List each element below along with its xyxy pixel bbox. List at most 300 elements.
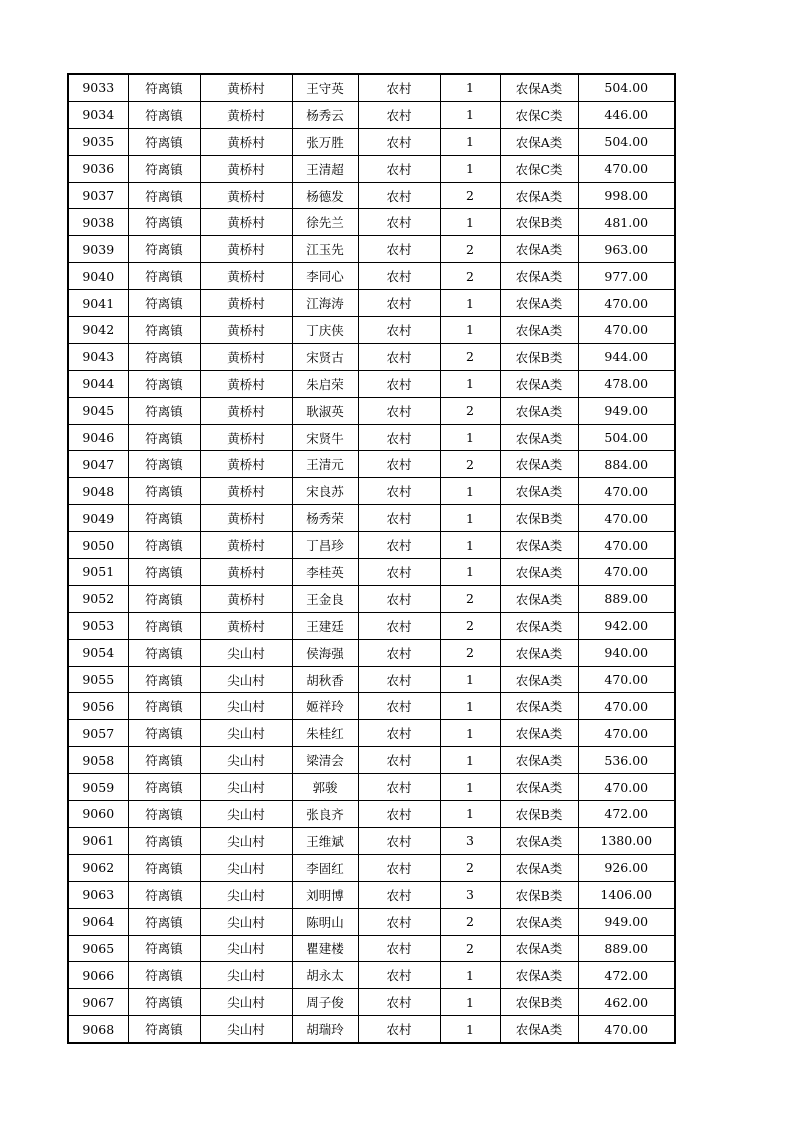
table-row bbox=[68, 128, 675, 155]
name-cell: 陈明山 bbox=[292, 908, 358, 935]
insurance-category-cell: 农保A类 bbox=[500, 854, 578, 881]
record-id-cell: 9034 bbox=[68, 101, 128, 128]
town-cell: 符离镇 bbox=[128, 182, 200, 209]
town-cell: 符离镇 bbox=[128, 1016, 200, 1043]
town-cell: 符离镇 bbox=[128, 693, 200, 720]
record-id-cell: 9038 bbox=[68, 209, 128, 236]
village-cell: 尖山村 bbox=[200, 854, 292, 881]
area-type-cell: 农村 bbox=[358, 1016, 440, 1043]
household-count-cell: 2 bbox=[440, 397, 500, 424]
area-type-cell: 农村 bbox=[358, 451, 440, 478]
record-id-cell: 9047 bbox=[68, 451, 128, 478]
amount-cell: 470.00 bbox=[578, 317, 675, 344]
village-cell: 黄桥村 bbox=[200, 397, 292, 424]
amount-cell: 998.00 bbox=[578, 182, 675, 209]
table-row bbox=[68, 639, 675, 666]
record-id-cell: 9059 bbox=[68, 774, 128, 801]
town-cell: 符离镇 bbox=[128, 612, 200, 639]
area-type-cell: 农村 bbox=[358, 989, 440, 1016]
record-id-cell: 9043 bbox=[68, 343, 128, 370]
amount-cell: 504.00 bbox=[578, 74, 675, 101]
name-cell: 张万胜 bbox=[292, 128, 358, 155]
amount-cell: 446.00 bbox=[578, 101, 675, 128]
village-cell: 尖山村 bbox=[200, 962, 292, 989]
town-cell: 符离镇 bbox=[128, 774, 200, 801]
amount-cell: 926.00 bbox=[578, 854, 675, 881]
area-type-cell: 农村 bbox=[358, 290, 440, 317]
insurance-category-cell: 农保A类 bbox=[500, 962, 578, 989]
area-type-cell: 农村 bbox=[358, 101, 440, 128]
household-count-cell: 2 bbox=[440, 182, 500, 209]
village-cell: 黄桥村 bbox=[200, 290, 292, 317]
table-row bbox=[68, 532, 675, 559]
table-row bbox=[68, 236, 675, 263]
town-cell: 符离镇 bbox=[128, 478, 200, 505]
village-cell: 尖山村 bbox=[200, 827, 292, 854]
record-id-cell: 9058 bbox=[68, 747, 128, 774]
household-count-cell: 1 bbox=[440, 505, 500, 532]
household-count-cell: 2 bbox=[440, 263, 500, 290]
area-type-cell: 农村 bbox=[358, 236, 440, 263]
household-count-cell: 1 bbox=[440, 128, 500, 155]
table-row bbox=[68, 317, 675, 344]
name-cell: 周子俊 bbox=[292, 989, 358, 1016]
insurance-category-cell: 农保A类 bbox=[500, 532, 578, 559]
insurance-category-cell: 农保B类 bbox=[500, 801, 578, 828]
table-row bbox=[68, 424, 675, 451]
village-cell: 黄桥村 bbox=[200, 74, 292, 101]
insurance-category-cell: 农保A类 bbox=[500, 612, 578, 639]
record-id-cell: 9062 bbox=[68, 854, 128, 881]
household-count-cell: 1 bbox=[440, 962, 500, 989]
household-count-cell: 1 bbox=[440, 559, 500, 586]
town-cell: 符离镇 bbox=[128, 585, 200, 612]
table-row bbox=[68, 801, 675, 828]
name-cell: 刘明博 bbox=[292, 881, 358, 908]
amount-cell: 1406.00 bbox=[578, 881, 675, 908]
insurance-category-cell: 农保A类 bbox=[500, 397, 578, 424]
name-cell: 朱桂红 bbox=[292, 720, 358, 747]
record-id-cell: 9063 bbox=[68, 881, 128, 908]
name-cell: 李桂英 bbox=[292, 559, 358, 586]
name-cell: 杨德发 bbox=[292, 182, 358, 209]
village-cell: 尖山村 bbox=[200, 989, 292, 1016]
area-type-cell: 农村 bbox=[358, 908, 440, 935]
household-count-cell: 2 bbox=[440, 854, 500, 881]
town-cell: 符离镇 bbox=[128, 236, 200, 263]
household-count-cell: 1 bbox=[440, 747, 500, 774]
household-count-cell: 2 bbox=[440, 343, 500, 370]
name-cell: 徐先兰 bbox=[292, 209, 358, 236]
insurance-category-cell: 农保C类 bbox=[500, 101, 578, 128]
insurance-category-cell: 农保B类 bbox=[500, 505, 578, 532]
household-count-cell: 1 bbox=[440, 989, 500, 1016]
table-row bbox=[68, 612, 675, 639]
insurance-category-cell: 农保A类 bbox=[500, 424, 578, 451]
area-type-cell: 农村 bbox=[358, 801, 440, 828]
town-cell: 符离镇 bbox=[128, 559, 200, 586]
insurance-category-cell: 农保A类 bbox=[500, 236, 578, 263]
amount-cell: 944.00 bbox=[578, 343, 675, 370]
name-cell: 李同心 bbox=[292, 263, 358, 290]
town-cell: 符离镇 bbox=[128, 989, 200, 1016]
town-cell: 符离镇 bbox=[128, 317, 200, 344]
name-cell: 王维斌 bbox=[292, 827, 358, 854]
table-row bbox=[68, 559, 675, 586]
record-id-cell: 9067 bbox=[68, 989, 128, 1016]
insurance-category-cell: 农保A类 bbox=[500, 370, 578, 397]
amount-cell: 470.00 bbox=[578, 532, 675, 559]
table-row bbox=[68, 908, 675, 935]
village-cell: 黄桥村 bbox=[200, 532, 292, 559]
area-type-cell: 农村 bbox=[358, 317, 440, 344]
town-cell: 符离镇 bbox=[128, 720, 200, 747]
household-count-cell: 1 bbox=[440, 1016, 500, 1043]
village-cell: 黄桥村 bbox=[200, 612, 292, 639]
amount-cell: 470.00 bbox=[578, 666, 675, 693]
village-cell: 尖山村 bbox=[200, 720, 292, 747]
area-type-cell: 农村 bbox=[358, 935, 440, 962]
name-cell: 丁庆侠 bbox=[292, 317, 358, 344]
area-type-cell: 农村 bbox=[358, 397, 440, 424]
area-type-cell: 农村 bbox=[358, 639, 440, 666]
town-cell: 符离镇 bbox=[128, 209, 200, 236]
name-cell: 王清超 bbox=[292, 155, 358, 182]
amount-cell: 462.00 bbox=[578, 989, 675, 1016]
record-id-cell: 9033 bbox=[68, 74, 128, 101]
insurance-category-cell: 农保A类 bbox=[500, 559, 578, 586]
name-cell: 王金良 bbox=[292, 585, 358, 612]
insurance-category-cell: 农保A类 bbox=[500, 774, 578, 801]
household-count-cell: 1 bbox=[440, 532, 500, 559]
town-cell: 符离镇 bbox=[128, 155, 200, 182]
insurance-category-cell: 农保B类 bbox=[500, 989, 578, 1016]
insurance-category-cell: 农保B类 bbox=[500, 881, 578, 908]
amount-cell: 470.00 bbox=[578, 720, 675, 747]
village-cell: 黄桥村 bbox=[200, 317, 292, 344]
amount-cell: 504.00 bbox=[578, 424, 675, 451]
record-id-cell: 9045 bbox=[68, 397, 128, 424]
amount-cell: 478.00 bbox=[578, 370, 675, 397]
amount-cell: 481.00 bbox=[578, 209, 675, 236]
household-count-cell: 2 bbox=[440, 935, 500, 962]
record-id-cell: 9046 bbox=[68, 424, 128, 451]
amount-cell: 940.00 bbox=[578, 639, 675, 666]
name-cell: 李固红 bbox=[292, 854, 358, 881]
village-cell: 黄桥村 bbox=[200, 155, 292, 182]
table-row bbox=[68, 478, 675, 505]
town-cell: 符离镇 bbox=[128, 801, 200, 828]
area-type-cell: 农村 bbox=[358, 747, 440, 774]
village-cell: 黄桥村 bbox=[200, 343, 292, 370]
insurance-category-cell: 农保B类 bbox=[500, 343, 578, 370]
town-cell: 符离镇 bbox=[128, 74, 200, 101]
town-cell: 符离镇 bbox=[128, 370, 200, 397]
area-type-cell: 农村 bbox=[358, 666, 440, 693]
table-row bbox=[68, 370, 675, 397]
household-count-cell: 1 bbox=[440, 424, 500, 451]
insurance-category-cell: 农保A类 bbox=[500, 935, 578, 962]
record-id-cell: 9042 bbox=[68, 317, 128, 344]
town-cell: 符离镇 bbox=[128, 881, 200, 908]
amount-cell: 472.00 bbox=[578, 801, 675, 828]
record-id-cell: 9035 bbox=[68, 128, 128, 155]
record-id-cell: 9037 bbox=[68, 182, 128, 209]
insurance-category-cell: 农保A类 bbox=[500, 720, 578, 747]
name-cell: 侯海强 bbox=[292, 639, 358, 666]
records-table-body bbox=[68, 74, 675, 1043]
household-count-cell: 1 bbox=[440, 801, 500, 828]
insurance-category-cell: 农保A类 bbox=[500, 1016, 578, 1043]
amount-cell: 889.00 bbox=[578, 935, 675, 962]
village-cell: 黄桥村 bbox=[200, 236, 292, 263]
record-id-cell: 9050 bbox=[68, 532, 128, 559]
name-cell: 丁昌珍 bbox=[292, 532, 358, 559]
household-count-cell: 1 bbox=[440, 101, 500, 128]
record-id-cell: 9066 bbox=[68, 962, 128, 989]
village-cell: 尖山村 bbox=[200, 881, 292, 908]
name-cell: 杨秀荣 bbox=[292, 505, 358, 532]
town-cell: 符离镇 bbox=[128, 424, 200, 451]
name-cell: 张良齐 bbox=[292, 801, 358, 828]
village-cell: 尖山村 bbox=[200, 747, 292, 774]
town-cell: 符离镇 bbox=[128, 505, 200, 532]
household-count-cell: 2 bbox=[440, 236, 500, 263]
record-id-cell: 9036 bbox=[68, 155, 128, 182]
name-cell: 宋贤古 bbox=[292, 343, 358, 370]
area-type-cell: 农村 bbox=[358, 532, 440, 559]
amount-cell: 470.00 bbox=[578, 559, 675, 586]
table-row bbox=[68, 747, 675, 774]
area-type-cell: 农村 bbox=[358, 424, 440, 451]
village-cell: 尖山村 bbox=[200, 935, 292, 962]
village-cell: 黄桥村 bbox=[200, 451, 292, 478]
household-count-cell: 1 bbox=[440, 774, 500, 801]
name-cell: 王守英 bbox=[292, 74, 358, 101]
table-row bbox=[68, 397, 675, 424]
household-count-cell: 1 bbox=[440, 370, 500, 397]
record-id-cell: 9061 bbox=[68, 827, 128, 854]
table-row bbox=[68, 1016, 675, 1043]
record-id-cell: 9049 bbox=[68, 505, 128, 532]
village-cell: 黄桥村 bbox=[200, 370, 292, 397]
area-type-cell: 农村 bbox=[358, 209, 440, 236]
amount-cell: 963.00 bbox=[578, 236, 675, 263]
area-type-cell: 农村 bbox=[358, 263, 440, 290]
area-type-cell: 农村 bbox=[358, 962, 440, 989]
record-id-cell: 9056 bbox=[68, 693, 128, 720]
household-count-cell: 1 bbox=[440, 317, 500, 344]
table-row bbox=[68, 182, 675, 209]
household-count-cell: 1 bbox=[440, 720, 500, 747]
name-cell: 宋良苏 bbox=[292, 478, 358, 505]
name-cell: 杨秀云 bbox=[292, 101, 358, 128]
town-cell: 符离镇 bbox=[128, 639, 200, 666]
table-row bbox=[68, 720, 675, 747]
town-cell: 符离镇 bbox=[128, 827, 200, 854]
village-cell: 黄桥村 bbox=[200, 101, 292, 128]
village-cell: 尖山村 bbox=[200, 639, 292, 666]
name-cell: 胡秋香 bbox=[292, 666, 358, 693]
household-count-cell: 2 bbox=[440, 451, 500, 478]
area-type-cell: 农村 bbox=[358, 612, 440, 639]
household-count-cell: 2 bbox=[440, 908, 500, 935]
insurance-category-cell: 农保A类 bbox=[500, 128, 578, 155]
area-type-cell: 农村 bbox=[358, 854, 440, 881]
area-type-cell: 农村 bbox=[358, 343, 440, 370]
insurance-category-cell: 农保A类 bbox=[500, 74, 578, 101]
insurance-category-cell: 农保A类 bbox=[500, 182, 578, 209]
area-type-cell: 农村 bbox=[358, 720, 440, 747]
table-row bbox=[68, 290, 675, 317]
record-id-cell: 9054 bbox=[68, 639, 128, 666]
name-cell: 胡瑞玲 bbox=[292, 1016, 358, 1043]
insurance-category-cell: 农保A类 bbox=[500, 827, 578, 854]
area-type-cell: 农村 bbox=[358, 478, 440, 505]
name-cell: 郭骏 bbox=[292, 774, 358, 801]
table-row bbox=[68, 962, 675, 989]
amount-cell: 977.00 bbox=[578, 263, 675, 290]
name-cell: 王建廷 bbox=[292, 612, 358, 639]
town-cell: 符离镇 bbox=[128, 343, 200, 370]
amount-cell: 470.00 bbox=[578, 1016, 675, 1043]
household-count-cell: 1 bbox=[440, 155, 500, 182]
town-cell: 符离镇 bbox=[128, 397, 200, 424]
town-cell: 符离镇 bbox=[128, 128, 200, 155]
area-type-cell: 农村 bbox=[358, 693, 440, 720]
table-row bbox=[68, 209, 675, 236]
record-id-cell: 9068 bbox=[68, 1016, 128, 1043]
town-cell: 符离镇 bbox=[128, 747, 200, 774]
amount-cell: 472.00 bbox=[578, 962, 675, 989]
table-row bbox=[68, 774, 675, 801]
table-row bbox=[68, 827, 675, 854]
village-cell: 尖山村 bbox=[200, 908, 292, 935]
town-cell: 符离镇 bbox=[128, 666, 200, 693]
record-id-cell: 9064 bbox=[68, 908, 128, 935]
area-type-cell: 农村 bbox=[358, 128, 440, 155]
table-row bbox=[68, 451, 675, 478]
village-cell: 黄桥村 bbox=[200, 424, 292, 451]
village-cell: 黄桥村 bbox=[200, 585, 292, 612]
name-cell: 王清元 bbox=[292, 451, 358, 478]
insurance-category-cell: 农保A类 bbox=[500, 639, 578, 666]
area-type-cell: 农村 bbox=[358, 505, 440, 532]
name-cell: 姬祥玲 bbox=[292, 693, 358, 720]
name-cell: 耿淑英 bbox=[292, 397, 358, 424]
record-id-cell: 9051 bbox=[68, 559, 128, 586]
insurance-category-cell: 农保A类 bbox=[500, 478, 578, 505]
household-count-cell: 1 bbox=[440, 74, 500, 101]
village-cell: 尖山村 bbox=[200, 801, 292, 828]
household-count-cell: 1 bbox=[440, 693, 500, 720]
record-id-cell: 9052 bbox=[68, 585, 128, 612]
area-type-cell: 农村 bbox=[358, 585, 440, 612]
table-row bbox=[68, 666, 675, 693]
amount-cell: 504.00 bbox=[578, 128, 675, 155]
record-id-cell: 9055 bbox=[68, 666, 128, 693]
name-cell: 江玉先 bbox=[292, 236, 358, 263]
amount-cell: 470.00 bbox=[578, 505, 675, 532]
table-row bbox=[68, 74, 675, 101]
table-row bbox=[68, 585, 675, 612]
amount-cell: 1380.00 bbox=[578, 827, 675, 854]
household-count-cell: 3 bbox=[440, 827, 500, 854]
record-id-cell: 9041 bbox=[68, 290, 128, 317]
household-count-cell: 1 bbox=[440, 290, 500, 317]
village-cell: 黄桥村 bbox=[200, 209, 292, 236]
village-cell: 尖山村 bbox=[200, 774, 292, 801]
table-row bbox=[68, 101, 675, 128]
amount-cell: 949.00 bbox=[578, 397, 675, 424]
village-cell: 黄桥村 bbox=[200, 182, 292, 209]
insurance-category-cell: 农保C类 bbox=[500, 155, 578, 182]
name-cell: 瞿建楼 bbox=[292, 935, 358, 962]
household-count-cell: 2 bbox=[440, 639, 500, 666]
amount-cell: 942.00 bbox=[578, 612, 675, 639]
amount-cell: 470.00 bbox=[578, 693, 675, 720]
insurance-category-cell: 农保B类 bbox=[500, 209, 578, 236]
area-type-cell: 农村 bbox=[358, 182, 440, 209]
town-cell: 符离镇 bbox=[128, 101, 200, 128]
household-count-cell: 1 bbox=[440, 209, 500, 236]
table-row bbox=[68, 505, 675, 532]
name-cell: 梁清会 bbox=[292, 747, 358, 774]
table-row bbox=[68, 881, 675, 908]
area-type-cell: 农村 bbox=[358, 155, 440, 182]
area-type-cell: 农村 bbox=[358, 827, 440, 854]
name-cell: 胡永太 bbox=[292, 962, 358, 989]
record-id-cell: 9044 bbox=[68, 370, 128, 397]
name-cell: 江海涛 bbox=[292, 290, 358, 317]
town-cell: 符离镇 bbox=[128, 935, 200, 962]
household-count-cell: 3 bbox=[440, 881, 500, 908]
table-row bbox=[68, 935, 675, 962]
area-type-cell: 农村 bbox=[358, 559, 440, 586]
town-cell: 符离镇 bbox=[128, 962, 200, 989]
insurance-category-cell: 农保A类 bbox=[500, 693, 578, 720]
village-cell: 黄桥村 bbox=[200, 128, 292, 155]
insurance-category-cell: 农保A类 bbox=[500, 747, 578, 774]
record-id-cell: 9065 bbox=[68, 935, 128, 962]
amount-cell: 889.00 bbox=[578, 585, 675, 612]
amount-cell: 884.00 bbox=[578, 451, 675, 478]
insurance-category-cell: 农保A类 bbox=[500, 451, 578, 478]
area-type-cell: 农村 bbox=[358, 774, 440, 801]
village-cell: 尖山村 bbox=[200, 1016, 292, 1043]
area-type-cell: 农村 bbox=[358, 74, 440, 101]
record-id-cell: 9040 bbox=[68, 263, 128, 290]
records-table bbox=[67, 73, 676, 1044]
town-cell: 符离镇 bbox=[128, 263, 200, 290]
household-count-cell: 1 bbox=[440, 666, 500, 693]
table-row bbox=[68, 155, 675, 182]
table-row bbox=[68, 989, 675, 1016]
household-count-cell: 2 bbox=[440, 612, 500, 639]
village-cell: 黄桥村 bbox=[200, 559, 292, 586]
record-id-cell: 9057 bbox=[68, 720, 128, 747]
household-count-cell: 2 bbox=[440, 585, 500, 612]
household-count-cell: 1 bbox=[440, 478, 500, 505]
insurance-category-cell: 农保A类 bbox=[500, 666, 578, 693]
name-cell: 朱启荣 bbox=[292, 370, 358, 397]
town-cell: 符离镇 bbox=[128, 532, 200, 559]
town-cell: 符离镇 bbox=[128, 908, 200, 935]
town-cell: 符离镇 bbox=[128, 290, 200, 317]
amount-cell: 470.00 bbox=[578, 774, 675, 801]
insurance-category-cell: 农保A类 bbox=[500, 317, 578, 344]
area-type-cell: 农村 bbox=[358, 881, 440, 908]
